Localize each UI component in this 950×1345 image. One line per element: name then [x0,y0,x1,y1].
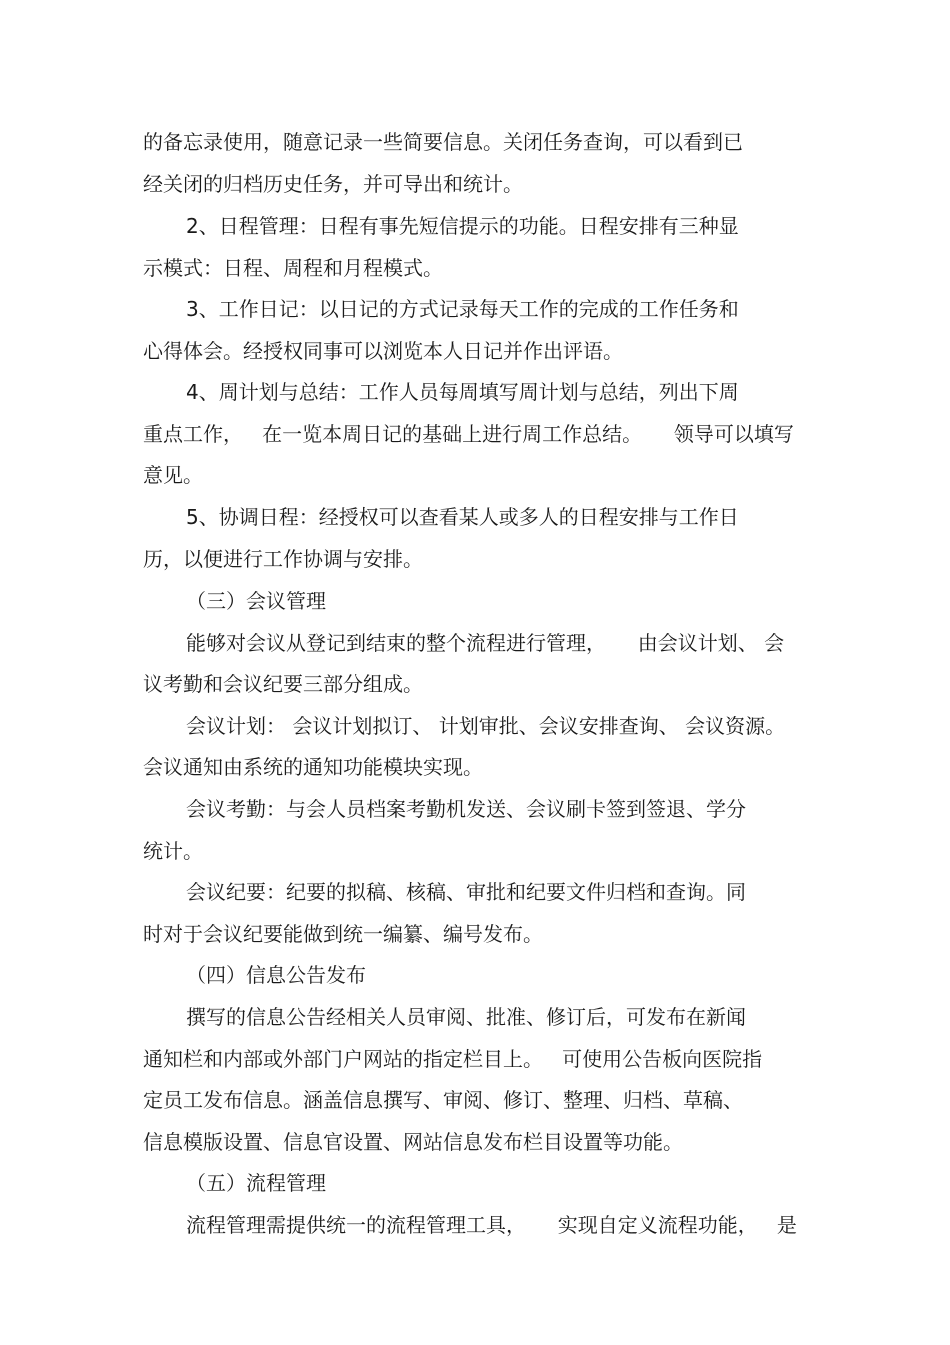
text-line: 时对于会议纪要能做到统一编纂、编号发布。 [143,922,543,946]
text-line: 会议通知由系统的通知功能模块实现。 [143,755,483,779]
text-line: 能够对会议从登记到结束的整个流程进行管理， 由会议计划、 会 [186,631,785,655]
text-line: 经关闭的归档历史任务，并可导出和统计。 [143,172,523,196]
text-line: 撰写的信息公告经相关人员审阅、批准、修订后，可发布在新闻 [186,1005,746,1029]
section-heading: （三）会议管理 [186,589,326,613]
section-heading: （四）信息公告发布 [186,963,366,987]
text-line: 4、周计划与总结：工作人员每周填写周计划与总结，列出下周 [186,380,739,404]
text-line: 会议计划： 会议计划拟订、 计划审批、会议安排查询、 会议资源。 [186,714,786,738]
text-line: 的备忘录使用，随意记录一些简要信息。关闭任务查询，可以看到已 [143,130,743,154]
text-line: 定员工发布信息。涵盖信息撰写、审阅、修订、整理、归档、草稿、 [143,1088,743,1112]
text-line: 心得体会。经授权同事可以浏览本人日记并作出评语。 [143,339,623,363]
text-line: 会议纪要：纪要的拟稿、核稿、审批和纪要文件归档和查询。同 [186,880,746,904]
text-line: 历，以便进行工作协调与安排。 [143,547,423,571]
text-line: 5、协调日程：经授权可以查看某人或多人的日程安排与工作日 [186,505,739,529]
text-line: 信息模版设置、信息官设置、网站信息发布栏目设置等功能。 [143,1130,683,1154]
text-line: 意见。 [143,463,203,487]
text-line: 3、工作日记：以日记的方式记录每天工作的完成的工作任务和 [186,297,739,321]
text-line: 2、日程管理：日程有事先短信提示的功能。日程安排有三种显 [186,214,739,238]
text-line: 通知栏和内部或外部门户网站的指定栏目上。 可使用公告板向医院指 [143,1047,763,1071]
text-line: 示模式：日程、周程和月程模式。 [143,256,443,280]
text-line: 会议考勤：与会人员档案考勤机发送、会议刷卡签到签退、学分 [186,797,746,821]
text-line: 议考勤和会议纪要三部分组成。 [143,672,423,696]
text-line: 流程管理需提供统一的流程管理工具， 实现自定义流程功能， 是 [186,1213,797,1237]
text-line: 统计。 [143,839,203,863]
text-line: 重点工作， 在一览本周日记的基础上进行周工作总结。 领导可以填写 [143,422,794,446]
section-heading: （五）流程管理 [186,1171,326,1195]
